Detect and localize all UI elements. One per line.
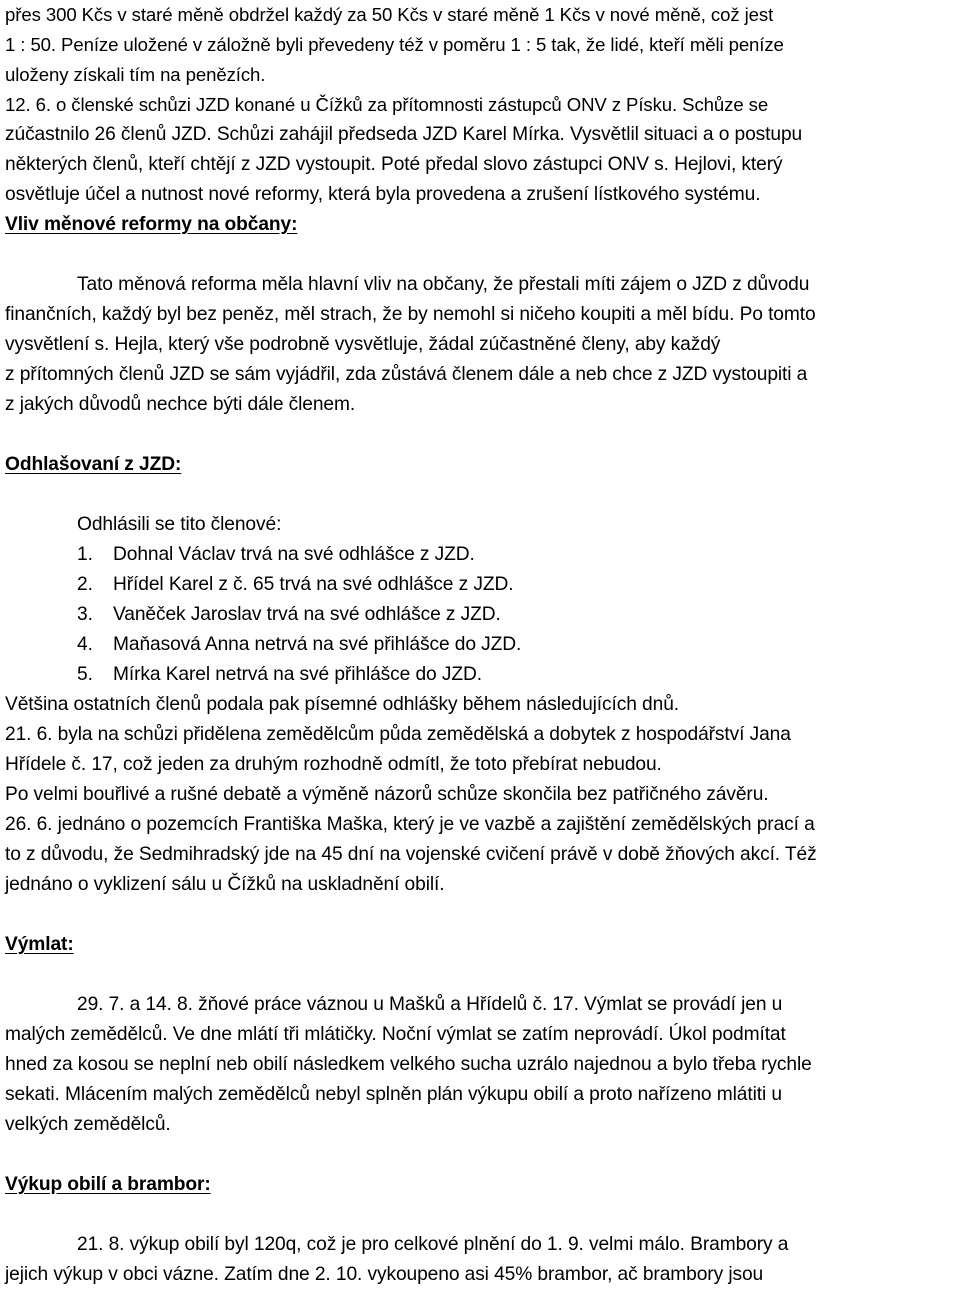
section-heading-leaving: Odhlašovaní z JZD:	[5, 454, 182, 475]
list-item	[5, 630, 957, 660]
text-line: to z důvodu, že Sedmihradský jde na 45 dní na vojenské cvičení právě v době žňových akcí. Též	[5, 844, 817, 865]
text-line: 21. 6. byla na schůzi přidělena zemědělcům půda zemědělská a dobytek z hospodářství Jana	[5, 724, 791, 745]
text-line: 1 : 50. Peníze uložené v záložně byli převedeny též v poměru 1 : 5 tak, že lidé, kteří měli peníze	[5, 34, 784, 55]
reform-paragraph	[5, 270, 957, 420]
text-line: osvětluje účel a nutnost nové reformy, která byla provedena a zrušení lístkového systému.	[5, 184, 761, 205]
spacer	[5, 1140, 957, 1170]
text-line: 29. 7. a 14. 8. žňové práce váznou u Mašků a Hřídelů č. 17. Výmlat se provádí jen u	[77, 994, 783, 1015]
spacer	[5, 900, 957, 930]
text-line: Hřídele č. 17, což jeden za druhým rozhodně odmítl, že toto přebírat nebudou.	[5, 754, 662, 775]
text-line: 12. 6. o členské schůzi JZD konané u Čížků za přítomnosti zástupců ONV z Písku. Schůze se	[5, 94, 769, 115]
list-item	[5, 540, 957, 570]
text-line: z jakých důvodů nechce býti dále členem.	[5, 394, 356, 415]
list-item-number: 3.	[77, 604, 93, 625]
list-item-text: Vaněček Jaroslav trvá na své odhlášce z JZD.	[113, 604, 501, 625]
list-item-text: Dohnal Václav trvá na své odhlášce z JZD.	[113, 544, 475, 565]
spacer	[5, 960, 957, 990]
text-line: uloženy získali tím na penězích.	[5, 64, 266, 85]
text-line: vysvětlení s. Hejla, který vše podrobně vysvětluje, žádal zúčastněné členy, aby každý	[5, 334, 721, 355]
section-heading-purchase: Výkup obilí a brambor:	[5, 1174, 211, 1195]
list-item	[5, 660, 957, 690]
text-line: Většina ostatních členů podala pak písemné odhlášky během následujících dnů.	[5, 694, 679, 715]
text-line: malých zemědělců. Ve dne mlátí tři mlátičky. Noční výmlat se zatím neprovádí. Úkol podmítat	[5, 1024, 786, 1045]
list-item-text: Hřídel Karel z č. 65 trvá na své odhlášce z JZD.	[113, 574, 514, 595]
list-item	[5, 570, 957, 600]
text-line: 21. 8. výkup obilí byl 120q, což je pro celkové plnění do 1. 9. velmi málo. Brambory a	[77, 1234, 789, 1255]
text-line: sekati. Mlácením malých zemědělců nebyl splněn plán výkupu obilí a proto nařízeno mlátiti u	[5, 1084, 782, 1105]
text-line: 26. 6. jednáno o pozemcích Františka Maška, který je ve vazbě a zajištění zemědělských prací a	[5, 814, 815, 835]
text-line: velkých zemědělců.	[5, 1114, 171, 1135]
list-item-text: Maňasová Anna netrvá na své přihlášce do JZD.	[113, 634, 522, 655]
section-heading-reform: Vliv měnové reformy na občany:	[5, 214, 298, 235]
spacer	[5, 480, 957, 510]
spacer	[5, 240, 957, 270]
text-line: Tato měnová reforma měla hlavní vliv na občany, že přestali míti zájem o JZD z důvodu	[77, 274, 810, 295]
list-item-number: 5.	[77, 664, 93, 685]
spacer	[5, 420, 957, 450]
text-line: některých členů, kteří chtějí z JZD vystoupit. Poté předal slovo zástupci ONV s. Hejlovi, který	[5, 154, 783, 175]
text-line: zúčastnilo 26 členů JZD. Schůzi zahájil předseda JZD Karel Mírka. Vysvětlil situaci a o postupu	[5, 124, 803, 145]
threshing-paragraph	[5, 990, 957, 1140]
list-item	[5, 600, 957, 630]
members-intro: Odhlásili se tito členové:	[77, 514, 282, 535]
intro-paragraph	[5, 0, 957, 210]
leaving-paragraph	[5, 690, 957, 900]
text-line: z přítomných členů JZD se sám vyjádřil, zda zůstává členem dále a neb chce z JZD vystoupiti a	[5, 364, 808, 385]
text-line: Po velmi bouřlivé a rušné debatě a výměně názorů schůze skončila bez patřičného závěru.	[5, 784, 769, 805]
list-item-number: 4.	[77, 634, 93, 655]
text-line: jejich výkup v obci vázne. Zatím dne 2. 10. vykoupeno asi 45% brambor, ač brambory jsou	[5, 1264, 764, 1285]
text-line: jednáno o vyklizení sálu u Čížků na uskladnění obilí.	[5, 874, 445, 895]
list-item-text: Mírka Karel netrvá na své přihlášce do JZD.	[113, 664, 482, 685]
purchase-paragraph	[5, 1230, 957, 1290]
section-heading-threshing: Výmlat:	[5, 934, 74, 955]
spacer	[5, 1200, 957, 1230]
members-list	[5, 540, 957, 690]
list-item-number: 2.	[77, 574, 93, 595]
text-line: finančních, každý byl bez peněz, měl strach, že by nemohl si ničeho koupiti a měl bídu. Po tomto	[5, 304, 816, 325]
document-page	[5, 0, 957, 1290]
text-line: hned za kosou se neplní neb obilí následkem velkého sucha uzrálo najednou a bylo třeba rychle	[5, 1054, 812, 1075]
text-line: přes 300 Kčs v staré měně obdržel každý za 50 Kčs v staré měně 1 Kčs v nové měně, což jest	[5, 4, 774, 25]
list-item-number: 1.	[77, 544, 93, 565]
